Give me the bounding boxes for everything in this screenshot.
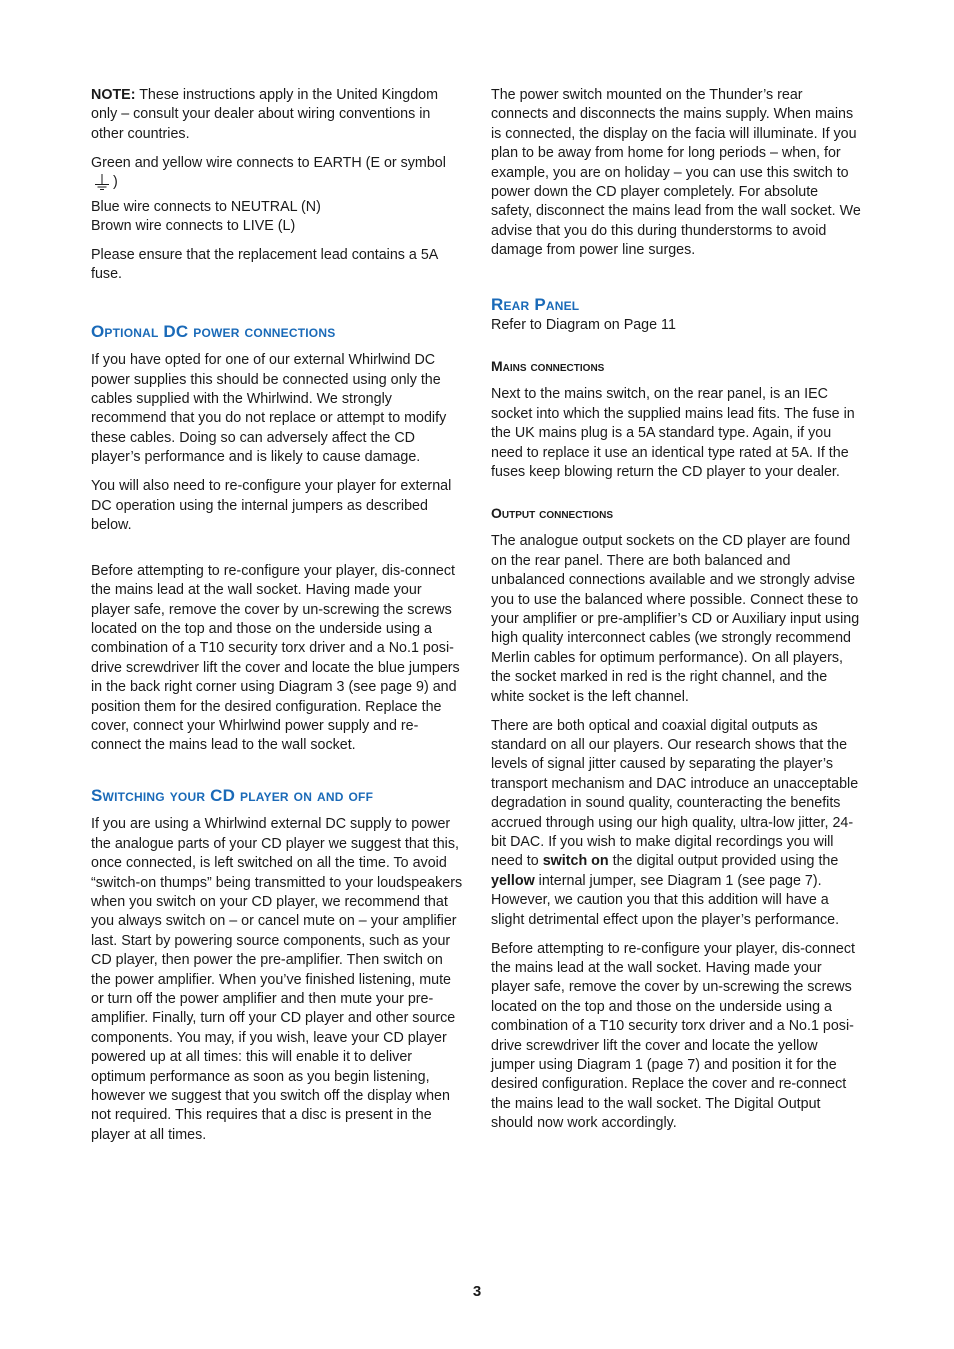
switch-on-emphasis: switch on <box>542 853 609 870</box>
wire-blue-text: Blue wire connects to NEUTRAL (N) <box>91 198 321 215</box>
switching-heading: Switching your CD player on and off <box>91 786 374 806</box>
output-paragraph-2 <box>491 717 863 930</box>
rear-panel-reference: Refer to Diagram on Page 11 <box>491 317 676 334</box>
output-text-e: internal jumper, see Diagram 1 (see page 7). However, we caution you that this addition will have a slight detrimental effect upon the player’s performance. <box>491 872 840 928</box>
uk-note <box>91 86 463 144</box>
wire-green-text: Green and yellow wire connects to EARTH (E or symbol <box>91 154 446 171</box>
earth-ground-icon <box>94 173 110 197</box>
dc-paragraph-2: You will also need to re-configure your player for external DC operation using the internal jumpers as described below. <box>91 478 452 533</box>
yellow-emphasis: yellow <box>491 872 535 889</box>
output-text-a: There are both optical and coaxial digital outputs as standard on all our players. Our research shows that the levels of signal jitter caused by separating the player’s transport mechanism and DAC introduce an unacceptable degradation in sound quality, counteracting the benefits accrued through using our high quality, ultra-low jitter, 24-bit DAC. If you wish to make digital recordings you will need to <box>491 717 859 870</box>
rear-panel-heading: Rear Panel <box>491 295 580 315</box>
power-switch-paragraph: The power switch mounted on the Thunder’s rear connects and disconnects the mains supply. When mains is connected, the display on the facia will illuminate. If you plan to be away from home for long periods – when, for example, you are on holiday – you can use this switch to power down the CD player completely. For absolute safety, disconnect the mains lead from the wall socket. We advise that you do this during thunderstorms to avoid damage from power line surges. <box>491 87 861 259</box>
output-paragraph-3: Before attempting to re-configure your player, dis-connect the mains lead at the wall socket. Having made your player safe, remove the cover by un-screwing the screws located on the top and those on the underside using a combination of a T10 security torx driver and a No.1 posi-drive screwdriver lift the cover and locate the yellow jumper using Diagram 1 (page 7) and position it for the desired configuration. Replace the cover and re-connect the mains lead to the wall socket. The Digital Output should now work accordingly. <box>491 940 855 1132</box>
note-label: NOTE: <box>91 87 136 103</box>
mains-paragraph: Next to the mains switch, on the rear panel, is an IEC socket into which the supplied mains lead fits. The fuse in the UK mains plug is a 5A standard type. Again, if you need to replace it use an identical type rated at 5A. If the fuses keep blowing return the CD player to your dealer. <box>491 386 855 481</box>
dc-paragraph-1: If you have opted for one of our external Whirlwind DC power supplies this should be connected using only the cables supplied with the Whirlwind. We strongly recommend that you do not replace or attempt to modify these cables. Doing so can adversely affect the CD player’s performance and is likely to cause damage. <box>91 352 447 466</box>
right-column <box>491 86 863 1143</box>
switching-paragraph: If you are using a Whirlwind external DC supply to power the analogue parts of your CD player we suggest that this, once connected, is left switched on all the time. To avoid “switch-on thumps” being transmitted to your loudspeakers when you switch on your CD player, we recommend that you always switch on – or cancel mute on – your amplifier last. Start by powering source components, such as your CD player, then power the pre-amplifier. Then switch on the power amplifier. When you’ve finished listening, mute or turn off the power amplifier and then mute your pre-amplifier. Finally, turn off your CD player and other source components. You may, if you wish, leave your CD player powered up at all times: this will enable it to deliver optimum performance as soon as you begin listening, however we suggest that you switch off the display when not required. This requires that a disc is present in the player at all times. <box>91 816 463 1143</box>
wire-brown-text: Brown wire connects to LIVE (L) <box>91 217 296 234</box>
fuse-note: Please ensure that the replacement lead contains a 5A fuse. <box>91 246 438 283</box>
wiring-list <box>91 154 463 237</box>
dc-power-heading: Optional DC power connections <box>91 322 336 342</box>
wire-green-close: ) <box>113 174 118 191</box>
mains-connections-heading: Mains connections <box>491 358 605 375</box>
output-paragraph-1: The analogue output sockets on the CD player are found on the rear panel. There are both balanced and unbalanced connections available and we strongly advise you to use the balanced where possible. Connect these to your amplifier or pre-amplifier’s CD or Auxiliary input using high quality interconnect cables (we strongly recommend Merlin cables for optimum performance). On all players, the socket marked in red is the right channel, and the white socket is the left channel. <box>491 533 860 705</box>
dc-paragraph-3: Before attempting to re-configure your player, dis-connect the mains lead at the wall socket. Having made your player safe, remove the cover by un-screwing the screws located on the top and those on the underside using a combination of a T10 security torx driver and a No.1 posi-drive screwdriver lift the cover and locate the blue jumpers in the back right corner using Diagram 3 (see page 9) and position them for the desired configuration. Replace the cover, connect your Whirlwind power supply and re-connect the mains lead to the wall socket. <box>91 562 460 754</box>
note-text: These instructions apply in the United Kingdom only – consult your dealer about wiring conventions in other countries. <box>91 87 439 142</box>
output-connections-heading: Output connections <box>491 505 614 521</box>
left-column <box>91 86 463 1155</box>
output-text-c: the digital output provided using the <box>608 853 839 870</box>
page-number: 3 <box>472 1283 482 1300</box>
